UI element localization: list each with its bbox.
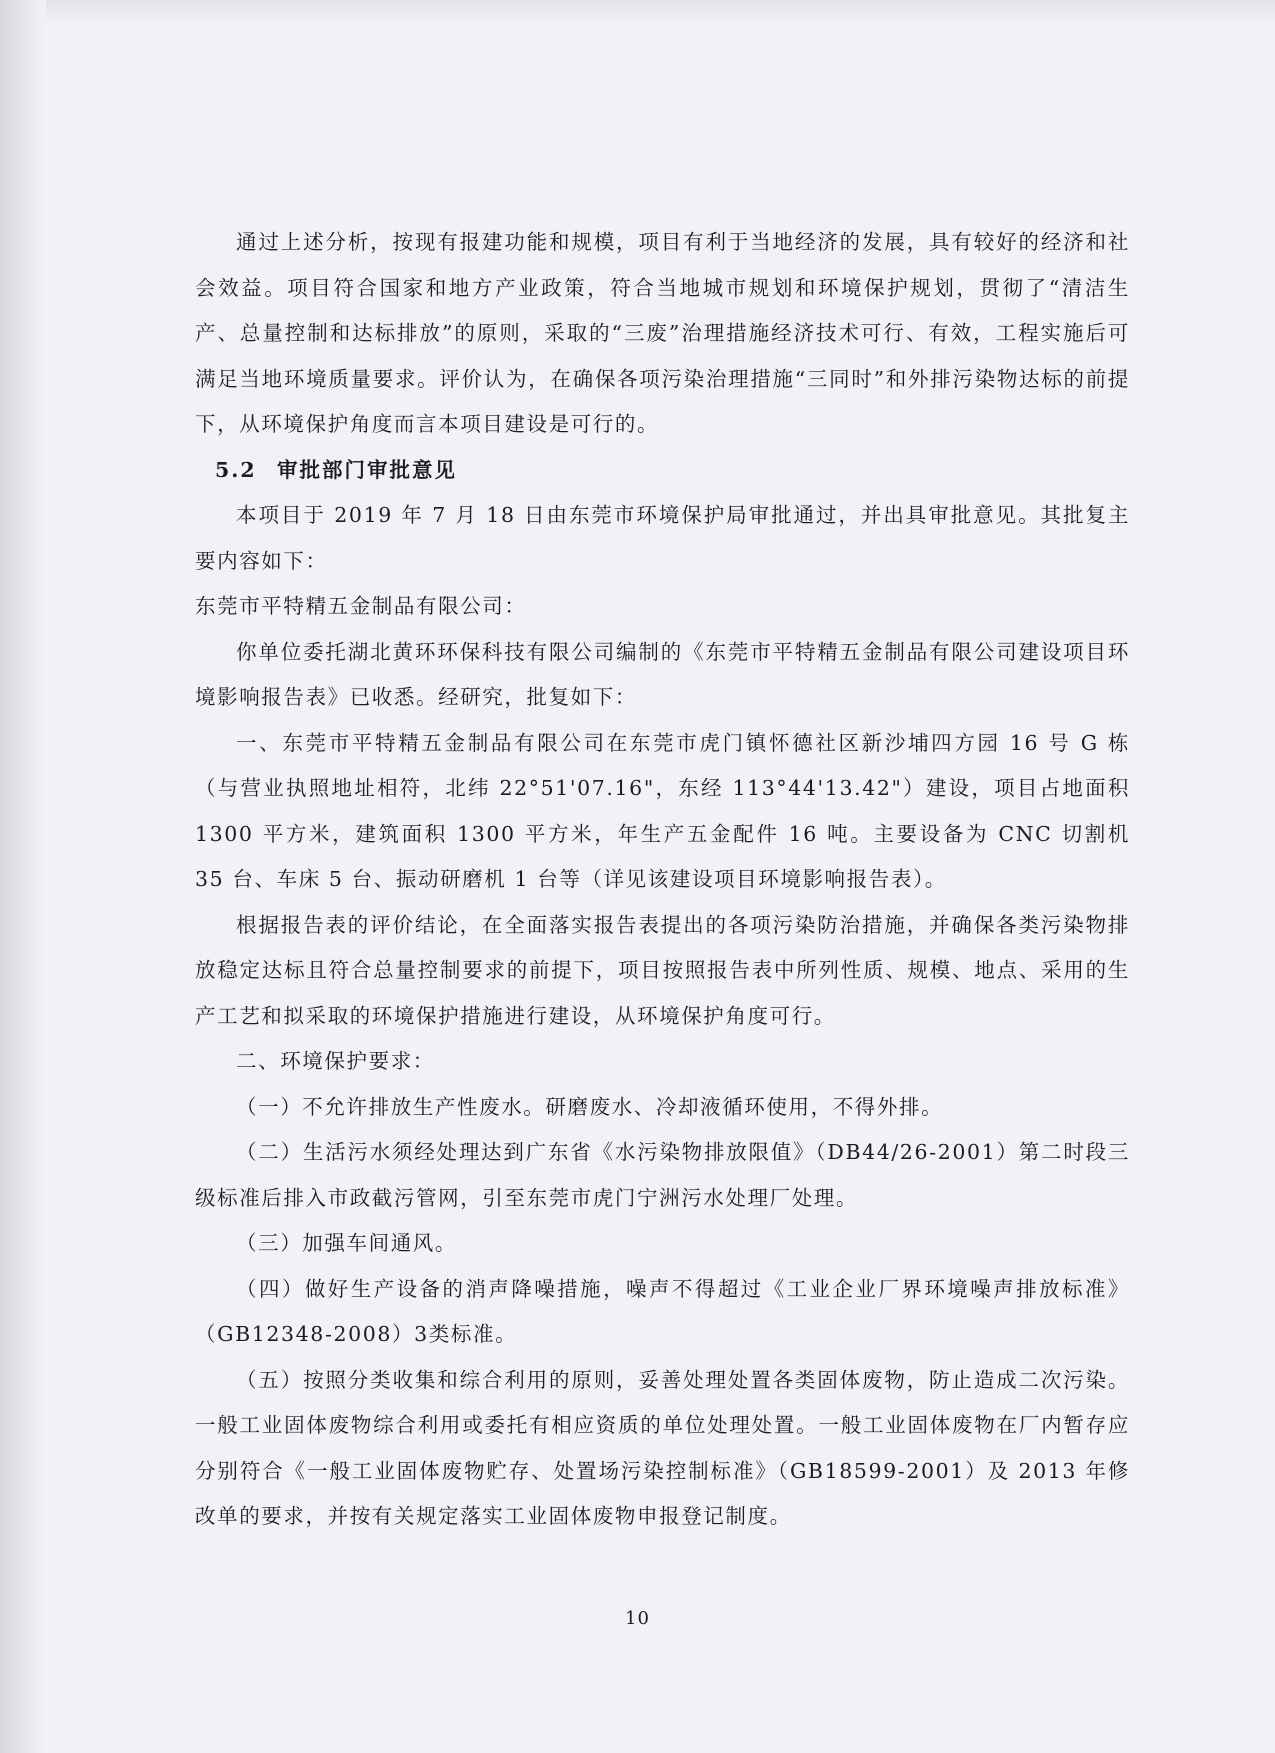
section-title: 审批部门审批意见 xyxy=(277,457,457,482)
section-number: 5.2 xyxy=(215,457,257,482)
scan-edge-left xyxy=(0,0,46,1753)
requirement-4: （四）做好生产设备的消声降噪措施，噪声不得超过《工业企业厂界环境噪声排放标准》（GB12348-2008）3类标准。 xyxy=(195,1276,1130,1346)
requirement-3: （三）加强车间通风。 xyxy=(236,1231,457,1255)
analysis-paragraph: 通过上述分析，按现有报建功能和规模，项目有利于当地经济的发展，具有较好的经济和社会效益。项目符合国家和地方产业政策，符合当地城市规划和环境保护规划，贯彻了“清洁生产、总量控制和达标排放”的原则，采取的“三废”治理措施经济技术可行、有效，工程实施后可满足当地环境质量要求。评价认为，在确保各项污染治理措施“三同时”和外排污染物达标的前提下，从环境保护角度而言本项目建设是可行的。 xyxy=(195,230,1130,436)
conclusion-paragraph: 根据报告表的评价结论，在全面落实报告表提出的各项污染防治措施，并确保各类污染物排放稳定达标且符合总量控制要求的前提下，项目按照报告表中所列性质、规模、地点、采用的生产工艺和拟采取的环境保护措施进行建设，从环境保护角度可行。 xyxy=(195,912,1130,1028)
item-two-heading: 二、环境保护要求： xyxy=(236,1049,435,1073)
page-number: 10 xyxy=(625,1608,650,1629)
section-heading xyxy=(195,448,1130,494)
approval-intro: 本项目于 2019 年 7 月 18 日由东莞市环境保护局审批通过，并出具审批意见。其批复主要内容如下： xyxy=(195,503,1130,573)
requirement-1: （一）不允许排放生产性废水。研磨废水、冷却液循环使用，不得外排。 xyxy=(236,1094,944,1119)
recipient-line: 东莞市平特精五金制品有限公司： xyxy=(195,594,527,618)
received-paragraph: 你单位委托湖北黄环环保科技有限公司编制的《东莞市平特精五金制品有限公司建设项目环境影响报告表》已收悉。经研究，批复如下： xyxy=(195,639,1130,709)
document-body xyxy=(195,220,1130,1540)
item-one-paragraph: 一、东莞市平特精五金制品有限公司在东莞市虎门镇怀德社区新沙埔四方园 16 号 G 栋（与营业执照地址相符，北纬 22°51'07.16"，东经 113°44'13.42"）建设，项目占地面积 1300 平方米，建筑面积 1300 平方米，年生产五金配件 16 吨。主要设备为 CNC 切割机 35 台、车床 5 台、振动研磨机 1 台等（详见该建设项目环境影响报告表）。 xyxy=(195,730,1130,891)
requirement-2: （二）生活污水须经处理达到广东省《水污染物排放限值》（DB44/26-2001）第二时段三级标准后排入市政截污管网，引至东莞市虎门宁洲污水处理厂处理。 xyxy=(195,1140,1130,1210)
scan-edge-top xyxy=(0,0,1275,24)
requirement-5: （五）按照分类收集和综合利用的原则，妥善处理处置各类固体废物，防止造成二次污染。一般工业固体废物综合利用或委托有相应资质的单位处理处置。一般工业固体废物在厂内暂存应分别符合《一般工业固体废物贮存、处置场污染控制标准》（GB18599-2001）及 2013 年修改单的要求，并按有关规定落实工业固体废物申报登记制度。 xyxy=(195,1367,1130,1528)
